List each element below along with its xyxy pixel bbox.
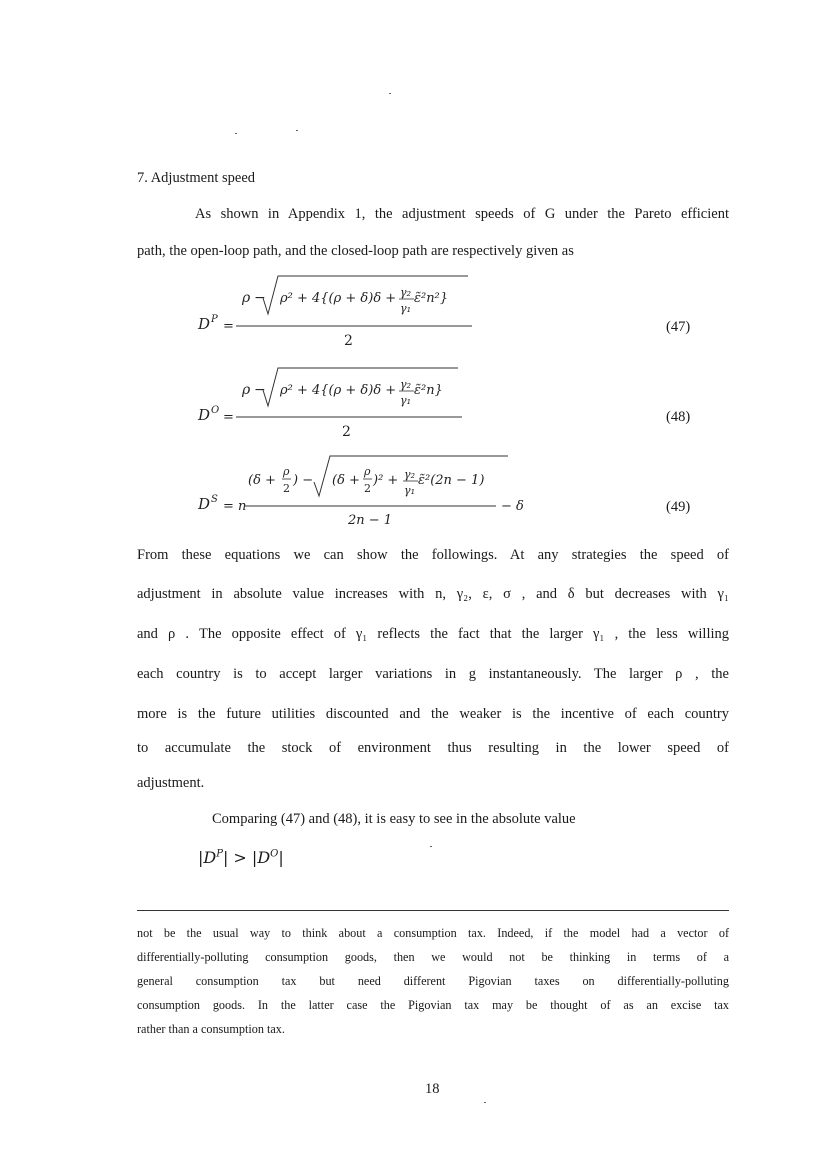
equation-number-47: (47) [666, 319, 691, 335]
eq48-frac-num: γ₂ [400, 378, 411, 391]
equation-47-svg [190, 268, 490, 358]
discussion-line-7: adjustment. [137, 775, 205, 791]
eq48-denominator: 2 [342, 424, 351, 440]
eq48-lhs-sup: O [211, 405, 220, 416]
intro-line-2: path, the open-loop path, and the closed-loop path are respectively given as [137, 243, 574, 259]
eq49-inner-num: ρ [364, 465, 371, 478]
footnote-line-2: differentially-polluting consumption goods, then we would not be thinking in terms of a [137, 950, 729, 964]
scan-speck [484, 1102, 486, 1103]
discussion-text-3: and ρ . The opposite effect of γ₁ reflects the fact that the larger γ₁ , the less willing [137, 626, 729, 642]
equation-47 [190, 268, 490, 358]
eq49-lead-close: ) − [293, 473, 314, 488]
scan-speck [389, 93, 391, 94]
eq49-lead-num: ρ [283, 465, 290, 478]
ineq-sup-o: O [270, 848, 279, 860]
equation-48-svg [190, 360, 490, 446]
eq48-minus: − [254, 382, 266, 398]
eq49-lhs: D [198, 495, 211, 513]
discussion-line-1 [137, 547, 729, 564]
equation-number-48: (48) [666, 409, 691, 425]
discussion-line-5 [137, 706, 729, 723]
eq47-denominator: 2 [344, 333, 353, 349]
discussion-text-4: each country is to accept larger variations in g instantaneously. The larger ρ , the [137, 666, 729, 682]
eq49-radicand-b: )² + [373, 473, 399, 488]
equation-49 [190, 446, 530, 532]
eq49-tail: ε̃²(2n − 1) [418, 473, 485, 488]
eq49-lhs-sup: S [211, 494, 218, 505]
discussion-line-3 [137, 626, 729, 643]
ineq-sup-p: P [216, 848, 223, 860]
comparison-sentence: Comparing (47) and (48), it is easy to see in the absolute value [212, 811, 576, 827]
scan-speck [296, 130, 298, 131]
discussion-text-1: From these equations we can show the followings. At any strategies the speed of [137, 547, 729, 563]
eq49-inner-den: 2 [364, 482, 371, 495]
eq47-frac-num: γ₂ [400, 286, 411, 299]
footnote-line-4: consumption goods. In the latter case the Pigovian tax may be thought of as an excise tax [137, 998, 729, 1012]
eq48-lhs: D [198, 406, 211, 424]
section-heading: 7. Adjustment speed [137, 170, 256, 186]
eq49-frac-num: γ₂ [404, 468, 415, 481]
eq47-tail: ε̃²n²} [414, 291, 449, 306]
eq47-minus: − [254, 290, 266, 306]
ineq-part-2: | > |D [222, 848, 271, 867]
footnote-line-5: rather than a consumption tax. [137, 1022, 285, 1036]
eq49-lead-den: 2 [283, 482, 290, 495]
comparison-inequality [198, 848, 284, 867]
ineq-part-3: | [278, 848, 284, 867]
eq49-radicand-a: (δ + [332, 473, 360, 488]
eq48-radicand: ρ² + 4{(ρ + δ)δ + [280, 383, 397, 398]
eq49-frac-den: γ₁ [404, 484, 415, 497]
scan-speck [430, 846, 432, 847]
eq48-tail: ε̃²n} [414, 383, 443, 398]
page-number: 18 [425, 1081, 440, 1097]
equation-48 [190, 360, 490, 446]
eq47-eq-sign: = [223, 319, 234, 334]
eq49-denominator: 2n − 1 [348, 513, 393, 528]
discussion-line-4 [137, 666, 729, 683]
discussion-line-2 [137, 586, 729, 603]
discussion-line-6 [137, 740, 729, 757]
ineq-part-1: |D [198, 848, 217, 867]
eq49-lead: (δ + [248, 473, 276, 488]
eq48-rho: ρ [242, 382, 251, 398]
eq47-radicand: ρ² + 4{(ρ + δ)δ + [280, 291, 397, 306]
footnote-line-3: general consumption tax but need different Pigovian taxes on differentially-polluting [137, 974, 729, 988]
footnote-line-1: not be the usual way to think about a consumption tax. Indeed, if the model had a vector of [137, 926, 729, 940]
eq49-eq-sign: = n [223, 499, 247, 514]
eq48-frac-den: γ₁ [400, 394, 411, 407]
discussion-text-2: adjustment in absolute value increases with n, γ₂, ε, σ , and δ but decreases with γ₁ [137, 586, 729, 602]
discussion-text-5: more is the future utilities discounted and the weaker is the incentive of each country [137, 706, 729, 722]
equation-number-49: (49) [666, 499, 691, 515]
equation-49-svg [190, 446, 530, 532]
eq47-lhs: D [198, 315, 211, 333]
eq47-frac-den: γ₁ [400, 302, 411, 315]
eq47-lhs-sup: P [211, 314, 218, 325]
scan-speck [235, 133, 237, 134]
intro-line-1 [195, 206, 729, 223]
discussion-text-6: to accumulate the stock of environment thus resulting in the lower speed of [137, 740, 729, 756]
eq48-eq-sign: = [223, 410, 234, 425]
footnote-rule [137, 910, 729, 911]
eq49-trail: − δ [501, 499, 524, 514]
intro-text-1: As shown in Appendix 1, the adjustment speeds of G under the Pareto efficient [195, 206, 729, 222]
eq47-rho: ρ [242, 290, 251, 306]
